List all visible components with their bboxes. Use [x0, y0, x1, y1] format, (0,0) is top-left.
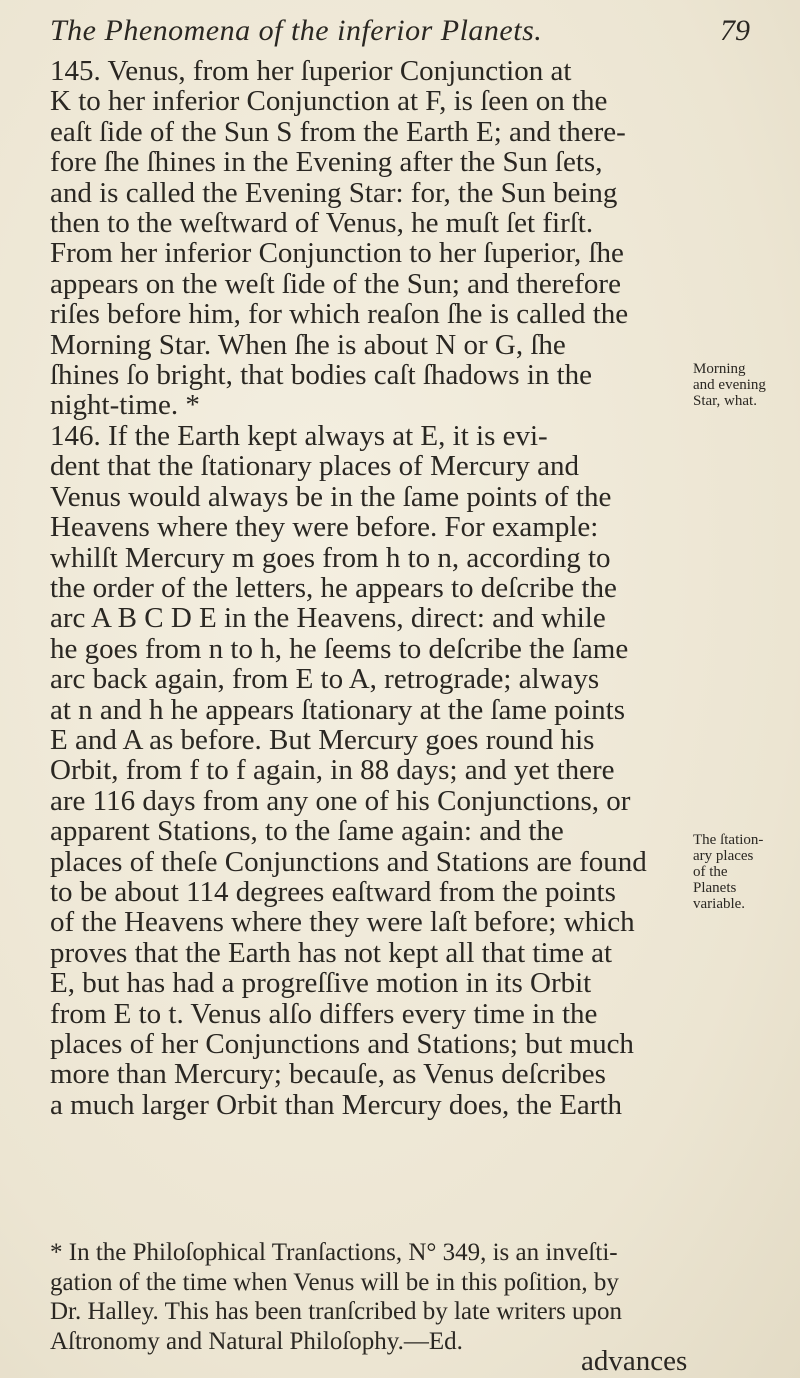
text-line: the order of the letters, he appears to deſcribe the — [50, 571, 617, 604]
text-line: night-time. * — [50, 389, 200, 422]
margin-note-line: Star, what. — [693, 393, 757, 409]
footnote-line: * In the Philoſophical Tranſactions, N° 349, is an inveſti- — [50, 1239, 618, 1266]
running-title: The Phenomena of the inferior Planets. — [50, 14, 543, 47]
text-line: to be about 114 degrees eaſtward from the points — [50, 875, 616, 908]
text-line: more than Mercury; becauſe, as Venus deſcribes — [50, 1058, 606, 1091]
margin-note-morning-star — [693, 361, 798, 409]
footnote-line: Dr. Halley. This has been tranſcribed by late writers upon — [50, 1298, 623, 1325]
text-line: apparent Stations, to the ſame again: and the — [50, 815, 564, 848]
text-line: Venus would always be in the ſame points of the — [50, 480, 612, 513]
footnote-line: gation of the time when Venus will be in this poſition, by — [50, 1268, 619, 1296]
page-header — [50, 10, 750, 54]
text-line: Morning Star. When ſhe is about N or G, ſhe — [50, 328, 566, 361]
text-line: From her inferior Conjunction to her ſuperior, ſhe — [50, 237, 624, 270]
text-line: are 116 days from any one of his Conjunctions, or — [50, 784, 631, 817]
text-line: a much larger Orbit than Mercury does, the Earth — [50, 1088, 623, 1121]
text-line: at n and h he appears ſtationary at the ſame points — [50, 693, 625, 726]
text-line: 145. Venus, from her ſuperior Conjunction at — [50, 55, 572, 87]
text-line: Orbit, from f to f again, in 88 days; and yet there — [50, 754, 615, 787]
text-line: E, but has had a progreſſive motion in its Orbit — [50, 967, 592, 1000]
margin-note-line: Planets — [693, 880, 737, 896]
margin-note-line: of the — [693, 864, 728, 880]
page-number: 79 — [720, 14, 750, 47]
text-line: fore ſhe ſhines in the Evening after the Sun ſets, — [50, 146, 603, 179]
footnote-line: Aſtronomy and Natural Philoſophy.—Ed. — [50, 1327, 463, 1355]
text-line: E and A as before. But Mercury goes round his — [50, 723, 595, 756]
margin-note-line: ary places — [693, 848, 754, 864]
body-text — [50, 56, 680, 1120]
text-line: of the Heavens where they were laſt before; which — [50, 906, 635, 939]
text-line: he goes from n to h, he ſeems to deſcribe the ſame — [50, 632, 629, 665]
text-line: appears on the weſt ſide of the Sun; and therefore — [50, 267, 621, 300]
text-line: dent that the ſtationary places of Mercury and — [50, 450, 580, 483]
margin-notes — [693, 361, 798, 912]
text-line: Heavens where they were before. For example: — [50, 511, 599, 544]
margin-note-line: The ſtation- — [693, 832, 764, 848]
text-line: riſes before him, for which reaſon ſhe is called the — [50, 298, 629, 331]
text-line: and is called the Evening Star: for, the Sun being — [50, 176, 618, 209]
text-line: 146. If the Earth kept always at E, it is evi- — [50, 419, 548, 452]
text-line: whilſt Mercury m goes from h to n, according to — [50, 541, 611, 574]
text-line: arc A B C D E in the Heavens, direct: and while — [50, 602, 606, 635]
text-line: proves that the Earth has not kept all that time at — [50, 936, 613, 969]
text-line: ſhines ſo bright, that bodies caſt ſhadows in the — [50, 359, 593, 392]
margin-note-line: variable. — [693, 896, 746, 912]
text-line: arc back again, from E to A, retrograde; always — [50, 663, 600, 696]
text-line: then to the weſtward of Venus, he muſt ſet firſt. — [50, 207, 594, 240]
text-line: from E to t. Venus alſo differs every time in the — [50, 997, 598, 1030]
text-line: K to her inferior Conjunction at F, is ſeen on the — [50, 85, 608, 118]
text-line: places of her Conjunctions and Stations; but much — [50, 1028, 634, 1060]
catchword: advances — [581, 1345, 688, 1377]
margin-note-stationary-places — [693, 832, 798, 912]
text-line: eaſt ſide of the Sun S from the Earth E; and there- — [50, 115, 626, 148]
text-line: places of theſe Conjunctions and Stations are found — [50, 845, 647, 878]
footnote — [50, 1238, 730, 1356]
margin-note-line: Morning — [693, 361, 746, 377]
margin-note-line: and evening — [693, 377, 766, 393]
